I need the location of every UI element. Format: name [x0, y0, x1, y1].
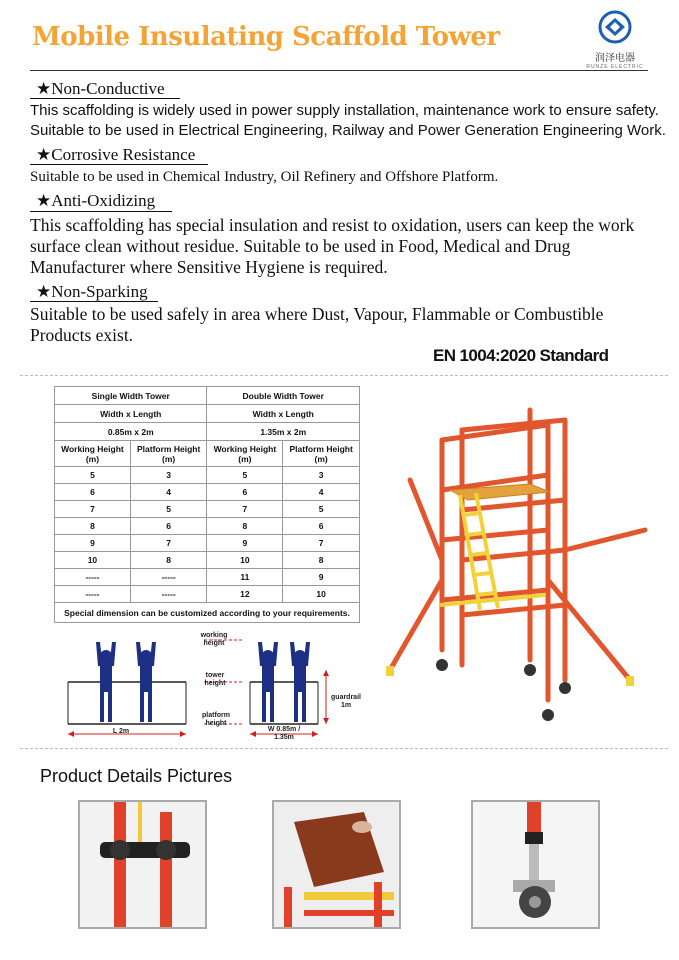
product-photo-caster [471, 800, 600, 929]
heading-underline [30, 301, 158, 302]
table-cell: 12 [207, 586, 283, 603]
column-header-working: Working Height (m) [55, 441, 131, 467]
feature-text: This scaffolding has special insulation and resist to oxidation, users can keep the work [30, 215, 635, 235]
dimension-label: Width x Length [207, 405, 360, 423]
table-cell: 4 [283, 484, 360, 501]
feature-text: Suitable to be used in Electrical Engineering, Railway and Power Generation Engineering Work. [30, 122, 666, 139]
product-photo-platform [272, 800, 401, 929]
standard-label: EN 1004:2020 Standard [433, 346, 609, 365]
column-header-working: Working Height (m) [207, 441, 283, 467]
heading-underline [30, 211, 172, 212]
table-cell: 9 [55, 535, 131, 552]
product-photo-clamp [78, 800, 207, 929]
feature-text: Suitable to be used in Chemical Industry, Oil Refinery and Offshore Platform. [30, 169, 499, 185]
header-divider [30, 70, 648, 71]
table-row [55, 484, 360, 501]
table-cell: 5 [207, 467, 283, 484]
dashed-divider [20, 748, 668, 749]
table-cell: 9 [283, 569, 360, 586]
table-cell: 6 [130, 518, 207, 535]
heading-underline [30, 164, 208, 165]
company-logo [580, 10, 650, 70]
working-height-label: working height [200, 632, 228, 647]
double-width-title: Double Width Tower [207, 387, 360, 405]
table-cell: 5 [55, 467, 131, 484]
table-row [55, 467, 360, 484]
feature-text: Suitable to be used safely in area where Dust, Vapour, Flammable or Combustible [30, 304, 604, 324]
length-label: L 2m [112, 728, 130, 735]
feature-text: Products exist. [30, 325, 134, 345]
logo-english-text: RUNZE ELECTRIC [586, 64, 644, 70]
single-dimension: 0.85m x 2m [55, 423, 207, 441]
table-cell: 10 [55, 552, 131, 569]
spec-table [54, 386, 360, 623]
heading-underline [30, 98, 180, 99]
table-cell: 7 [283, 535, 360, 552]
feature-text: Manufacturer where Sensitive Hygiene is required. [30, 257, 388, 277]
table-cell: 7 [55, 501, 131, 518]
logo-icon [597, 10, 633, 44]
table-cell: 5 [283, 501, 360, 518]
feature-text: surface clean without residue. Suitable to be used in Food, Medical and Drug [30, 236, 571, 256]
feature-text: This scaffolding is widely used in power supply installation, maintenance work to ensure safety. [30, 102, 659, 119]
table-cell: 11 [207, 569, 283, 586]
table-row [55, 569, 360, 586]
platform-hatch-image [274, 802, 399, 927]
table-cell: 3 [130, 467, 207, 484]
table-cell: 8 [55, 518, 131, 535]
table-cell: ----- [55, 569, 131, 586]
dashed-divider [20, 375, 668, 376]
table-cell: ----- [55, 586, 131, 603]
table-cell: ----- [130, 569, 207, 586]
table-cell: 3 [283, 467, 360, 484]
table-cell: 8 [283, 552, 360, 569]
table-footer-note: Special dimension can be customized according to your requirements. [55, 603, 360, 623]
table-row [55, 586, 360, 603]
table-cell: 9 [207, 535, 283, 552]
guardrail-label: guardrail 1m [331, 694, 361, 709]
table-cell: 6 [283, 518, 360, 535]
product-details-title: Product Details Pictures [40, 766, 233, 786]
feature-heading-anti-oxidizing: ★Anti-Oxidizing [36, 191, 156, 210]
table-row [55, 552, 360, 569]
platform-height-label: platform height [202, 712, 230, 727]
scaffold-tower-illustration [380, 380, 670, 740]
table-cell: 10 [207, 552, 283, 569]
table-cell: 6 [207, 484, 283, 501]
column-header-platform: Platform Height (m) [283, 441, 360, 467]
double-dimension: 1.35m x 2m [207, 423, 360, 441]
table-row [55, 501, 360, 518]
table-cell: 4 [130, 484, 207, 501]
table-cell: 10 [283, 586, 360, 603]
table-row [55, 535, 360, 552]
table-cell: 7 [207, 501, 283, 518]
table-row [55, 518, 360, 535]
single-width-title: Single Width Tower [55, 387, 207, 405]
feature-heading-non-sparking: ★Non-Sparking [36, 282, 148, 301]
table-cell: 8 [130, 552, 207, 569]
table-cell: ----- [130, 586, 207, 603]
page-title: Mobile Insulating Scaffold Tower [32, 22, 500, 52]
caster-wheel-image [473, 802, 598, 927]
column-header-platform: Platform Height (m) [130, 441, 207, 467]
table-cell: 6 [55, 484, 131, 501]
logo-chinese-text: 润泽电器 [595, 53, 635, 64]
dimension-label: Width x Length [55, 405, 207, 423]
feature-heading-non-conductive: ★Non-Conductive [36, 79, 165, 98]
table-cell: 8 [207, 518, 283, 535]
feature-heading-corrosive-resistance: ★Corrosive Resistance [36, 145, 196, 164]
tower-height-label: tower height [204, 672, 226, 687]
clamp-joint-image [80, 802, 205, 927]
table-cell: 5 [130, 501, 207, 518]
table-cell: 7 [130, 535, 207, 552]
width-label: W 0.85m / 1.35m [267, 726, 301, 741]
